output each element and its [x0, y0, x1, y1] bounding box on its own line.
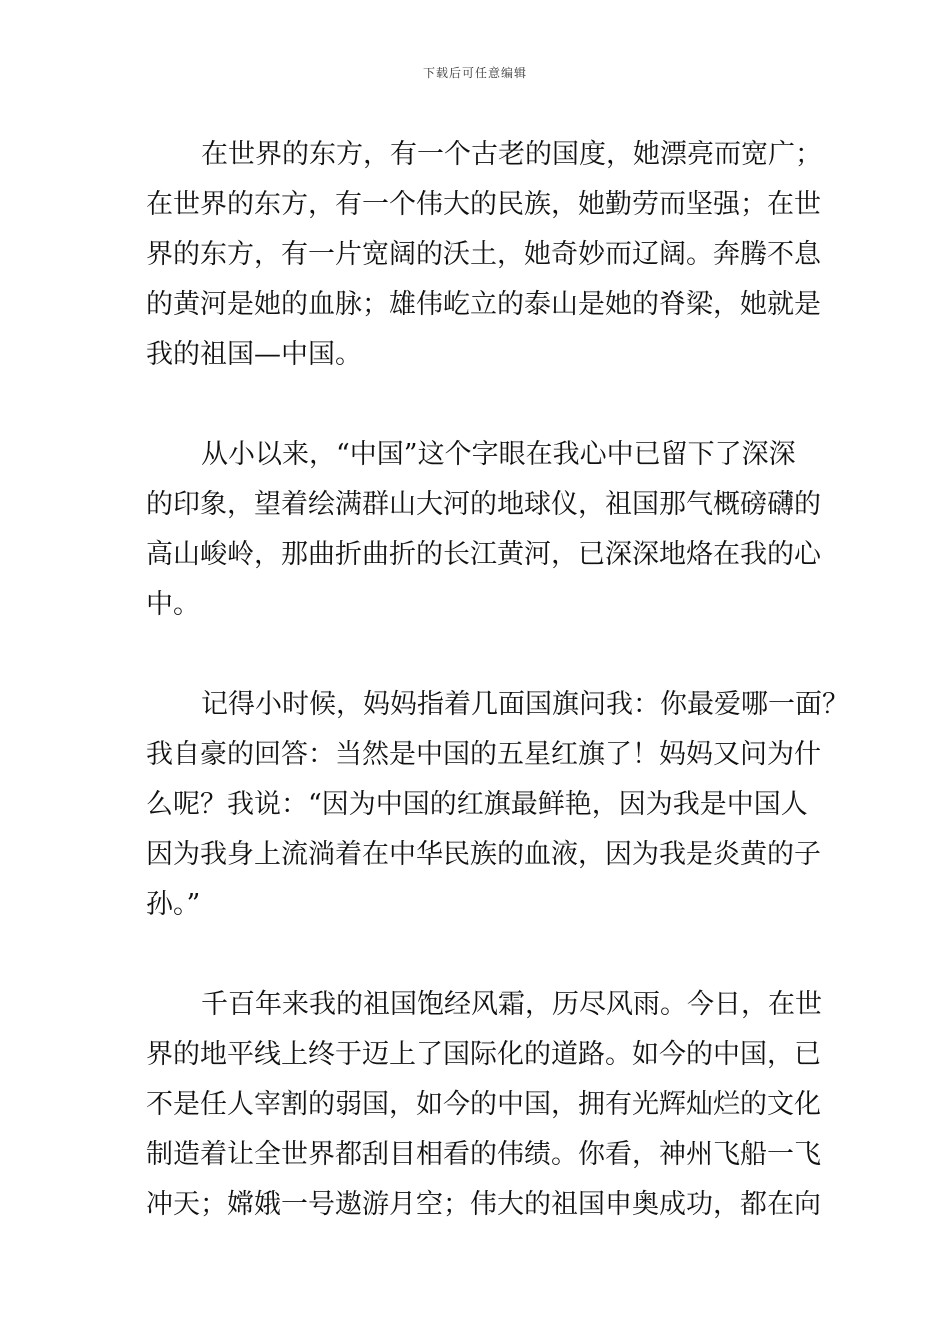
paragraph-3	[146, 680, 849, 930]
text-line: 我的祖国—中国。	[146, 339, 362, 370]
paragraph-1	[146, 130, 836, 380]
page-header-note: 下载后可任意编辑	[422, 66, 527, 80]
text-line: 不是任人宰割的弱国，如今的中国，拥有光辉灿烂的文化	[146, 1089, 821, 1120]
text-line: 在世界的东方，有一个古老的国度，她漂亮而宽广；	[201, 139, 822, 170]
text-line: 在世界的东方，有一个伟大的民族，她勤劳而坚强；在世	[146, 189, 821, 220]
document-body	[146, 130, 849, 1280]
text-line: 因为我身上流淌着在中华民族的血液，因为我是炎黄的子	[146, 839, 821, 870]
text-line: 冲天；嫦娥一号遨游月空；伟大的祖国申奥成功，都在向	[146, 1189, 821, 1220]
paragraph-2	[146, 430, 836, 630]
text-line: 制造着让全世界都刮目相看的伟绩。你看，神州飞船一飞	[146, 1139, 821, 1170]
text-line: 孙。”	[146, 889, 201, 920]
text-line: 我自豪的回答：当然是中国的五星红旗了！妈妈又问为什	[146, 739, 821, 770]
text-line: 从小以来，“中国”这个字眼在我心中已留下了深深	[201, 439, 796, 470]
text-line: 千百年来我的祖国饱经风霜，历尽风雨。今日，在世	[201, 989, 822, 1020]
text-line: 么呢？我说：“因为中国的红旗最鲜艳，因为我是中国人	[146, 789, 808, 820]
text-line: 高山峻岭，那曲折曲折的长江黄河，已深深地烙在我的心	[146, 539, 821, 570]
text-line: 中。	[146, 589, 200, 620]
text-line: 的印象，望着绘满群山大河的地球仪，祖国那气概磅礴的	[146, 489, 821, 520]
text-line: 的黄河是她的血脉；雄伟屹立的泰山是她的脊梁，她就是	[146, 289, 821, 320]
text-line: 记得小时候，妈妈指着几面国旗问我：你最爱哪一面？	[201, 689, 849, 720]
paragraph-4	[146, 980, 836, 1230]
text-line: 界的地平线上终于迈上了国际化的道路。如今的中国，已	[146, 1039, 821, 1070]
text-line: 界的东方，有一片宽阔的沃土，她奇妙而辽阔。奔腾不息	[146, 239, 821, 270]
